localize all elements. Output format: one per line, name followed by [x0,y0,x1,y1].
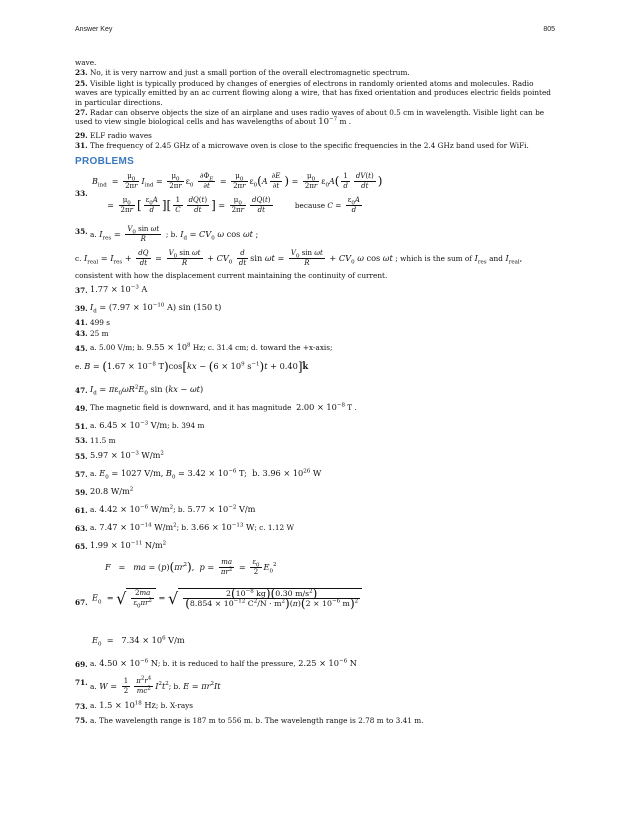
page-number: 805 [543,26,555,33]
problem-47: 47. $I_d = \pi\varepsilon_0\omega R^2E_0$ sin (kx − ωt) [75,384,204,397]
answer-wave: wave. [75,58,97,67]
problem-67-line1: F = ma = $(p)(\pi r^2)$, p = $\frac{ma}{\pi r^2}$ = $\frac{\varepsilon_0}{2}$ $E_0^2$ [105,557,277,577]
problem-43: 43. 25 m [75,328,109,338]
answer-27: 27. Radar can observe objects the size of an airplane and uses radio waves of about 0.5 cm in wavelength. Visible light can be used to view single biological cells and has wavelengths of about $10^{-7}$ m . [75,108,545,128]
problem-73: 73. a. $1.5 \times 10^{18}$ Hz; b. X-rays [75,699,194,711]
problem-59: 59. 20.8 $W/m^2$ [75,485,134,497]
problem-41: 41. 499 s [75,318,111,328]
problem-49: 49. The magnetic field is downward, and it has magnitude $2.00 \times 10^{-8}$ T . [75,402,357,414]
problem-35: 35. a. $I_{res}$ = $\frac{V_0 \sin \omega t}{R}$ ; b. $I_d = CV_0$ ω cos ωt ; [75,225,259,244]
problem-55: 55. $5.97 \times 10^{-3}$ $W/m^2$ [75,449,164,461]
problem-51: 51. a. $6.45 \times 10^{-3}$ V/m; b. 394 m [75,420,205,432]
problem-67-line2: $E_0$ = √ $\frac{2ma}{\varepsilon_0\pi r^2}$ = √ $\frac{2(10^{-8} kg)(0.30 m/s^2)}{(8.854 \times 10^{-12} C^2/N \cdot m^2)(\pi)(2 \times 10^{-6} m)^2}$ [92,588,362,609]
problem-37: 37. $1.77 \times 10^{-3}$ A [75,284,148,296]
answer-31: 31. The frequency of 2.45 GHz of a microwave oven is close to the specific frequencies in the 2.4 GHz band used for WiFi. [75,141,529,151]
problem-45: 45. a. 5.00 V/m; b. $9.55 \times 10^8$ Hz; c. 31.4 cm; d. toward the +x-axis; [75,342,333,354]
problem-67-result: $E_0 = 7.34 \times 10^6$ V/m [92,634,185,648]
problem-33-line1: $B_{ind}$ = $\frac{\mu_0}{2\pi r}$ $I_{ind}$ = $\frac{\mu_0}{2\pi r}$ $\varepsilon_0$ $\frac{\partial\Phi_E}{\partial t}$ = $\frac{\mu_0}{2\pi r}$ $\varepsilon_0(A$ $\frac{\partial E}{\partial t}$ ) = $\frac{\mu_0}{2\pi r}$ $\varepsilon_0A$( $\frac{1}{d}$ $\frac{dV(t)}{dt}$ ) [92,172,383,191]
problem-67: 67. F = ma = $(p)(\pi r^2)$, p = $\frac{ma}{\pi r^2}$ = $\frac{\varepsilon_0}{2}$ $E_0^2$ $E_0$ = √ $\frac{2ma}{\varepsilon_0\pi r^2}$ = √ $\frac{2(10^{-8} kg)(0.30 m/s^2)}{(8.854 \times 10^{-12} C^2/N \cdot m^2)(\pi)(2 \times 10^{-6} m)^2}$ $E_0 = 7.34 \times 10^6$ V/m [75,556,555,654]
section-title: PROBLEMS [75,155,135,167]
problem-57: 57. a. $E_0 = 1027$ V/m, $B_0 = 3.42 \times 10^{-6}$ T; b. $3.96 \times 10^{26}$ W [75,467,322,481]
running-header: Answer Key [75,26,113,33]
problem-33: 33. $B_{ind}$ = $\frac{\mu_0}{2\pi r}$ $I_{ind}$ = $\frac{\mu_0}{2\pi r}$ $\varepsilon_0$ $\frac{\partial\Phi_E}{\partial t}$ = $\frac{\mu_0}{2\pi r}$ $\varepsilon_0(A$ $\frac{\partial E}{\partial t}$ ) = $\frac{\mu_0}{2\pi r}$ $\varepsilon_0A$( $\frac{1}{d}$ $\frac{dV(t)}{dt}$ ) = $\frac{\mu_0}{2\pi r}$ [ $\frac{\varepsilon_0A}{d}$ ][ $\frac{1}{C}$ $\frac{dQ(t)}{dt}$ ] = $\frac{\mu_0}{2\pi r}$ $\frac{dQ(t)}{dt}$ because C = $\frac{\varepsilon_0A}{d}$ [75,172,383,215]
problem-35-end: consistent with how the displacement current maintaining the continuity of current. [75,271,388,281]
answer-29: 29. ELF radio waves [75,130,152,140]
problem-45e: e. $B = (1.67 \times 10^{-8}$ $T)\cos[kx - (6 \times 10^9$ $s^{-1})t$ + 0.40]k̂ [75,359,309,374]
problem-71: 71. a. W = $\frac{1}{2}$ $\frac{\pi^2r^4}{mc^2}$ $I^2t^2$; b. $E = \pi r^2It$ [75,675,221,696]
answer-key-body [75,58,555,726]
problem-61: 61. a. $4.42 \times 10^{-6}$ $W/m^2$; b. $5.77 \times 10^{-2}$ V/m [75,503,256,515]
problem-53: 53. 11.5 m [75,436,116,446]
answer-23: 23. No, it is very narrow and just a small portion of the overall electromagnetic spectrum. [75,68,410,78]
problem-65: 65. $1.99 \times 10^{-11}$ $N/m^2$ [75,539,167,551]
problem-33-line2: = $\frac{\mu_0}{2\pi r}$ [ $\frac{\varepsilon_0A}{d}$ ][ $\frac{1}{C}$ $\frac{dQ(t)}{dt}$ ] = $\frac{\mu_0}{2\pi r}$ $\frac{dQ(t)}{dt}$ because C = $\frac{\varepsilon_0A}{d}$ [92,196,360,215]
problem-69: 69. a. $4.50 \times 10^{-6}$ N; b. it is reduced to half the pressure, $2.25 \times 10^{-6}$ N [75,657,357,669]
answer-25: 25. Visible light is typically produced by changes of energies of electrons in randomly oriented atoms and molecules. Radio waves are typically emitted by an ac current flowing along a wire, that has fixed orientation and produces electric fields pointed in particular directions. [75,78,551,107]
problem-39: 39. $I_d = (7.97 \times 10^{-10}$ A) sin (150 t) [75,302,222,316]
problem-35c: c. $I_{real} = I_{res}$ + $\frac{dQ}{dt}$ = $\frac{V_0 \sin \omega t}{R}$ + $CV_0$ $\frac{d}{dt}$ sin ωt = $\frac{V_0 \sin \omega t}{R}$ + $CV_0$ ω cos ωt ; which is the sum of $I_{res}$ and $I_{real}$, [75,249,523,268]
problem-63: 63. a. $7.47 \times 10^{-14}$ $W/m^2$; b. $3.66 \times 10^{-13}$ W; c. 1.12 W [75,521,294,533]
problem-75: 75. a. The wavelength range is 187 m to 556 m. b. The wavelength range is 2.78 m to 3.41 m. [75,715,424,725]
